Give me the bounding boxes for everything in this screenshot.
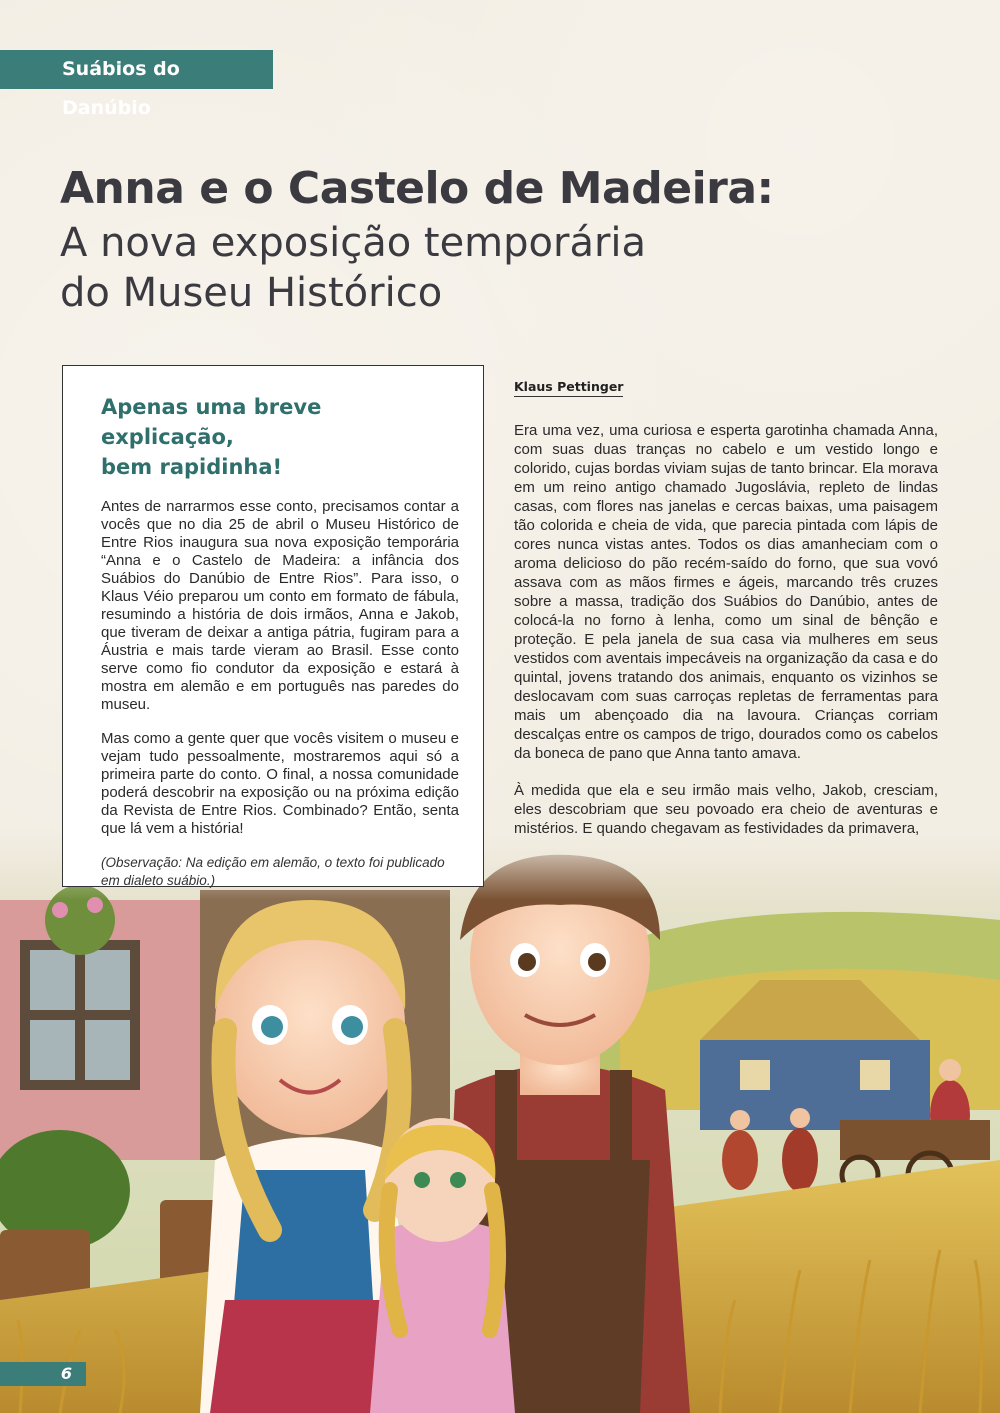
explanation-paragraph: Mas como a gente quer que vocês visitem o museu e vejam tudo pessoalmente, mostraremos aqui só a primeira parte do conto. O final, a nossa comunidade poderá descobrir na exposição ou na próxima edição da Revista de Entre Rios. Combinado? Então, senta que lá vem a história!: [101, 730, 459, 837]
explanation-box: [62, 365, 484, 887]
section-tag: Suábios do Danúbio: [0, 50, 273, 89]
explanation-heading: [101, 392, 459, 482]
page-subtitle-line2: do Museu Histórico: [60, 270, 443, 316]
illustration-scene: [0, 830, 1000, 1413]
article-column: [514, 378, 938, 856]
article-paragraph: Era uma vez, uma curiosa e esperta garotinha chamada Anna, com suas duas tranças no cabelo e um vestido longo e colorido, cujas bordas viviam sujas de tanto brincar. Ela morava em um reino antigo chamado Jugoslávia, repleto de lindas casas, com flores nas janelas e cercas baixas, uma paisagem tão colorida e cheia de vida, que parecia pintada com lápis de cores nunca vistas antes. Todos os dias amanheciam com o aroma delicioso do pão recém-saído do forno, que sua vovó assava com as mãos firmes e ágeis, marcando três cruzes sobre a massa, tradição dos Suábios do Danúbio, antes de colocá-la no forno à lenha, como um sinal de bênção e proteção. E pela janela de sua casa via mulheres em seus vestidos com aventais impecáveis na organização da casa e do quintal, jovens tratando dos animais, enquanto os vizinhos se deslocavam com suas carroças repletas de ferramentas para mais um abençoado dia na lavoura. Crianças corriam descalças entre os campos de trigo, dourados como os cabelos da boneca de pano que Anna tanto amava.: [514, 422, 938, 762]
page-subtitle-line1: A nova exposição temporária: [60, 220, 647, 266]
title-block: [60, 160, 940, 318]
page-title: Anna e o Castelo de Madeira:: [60, 163, 774, 214]
explanation-heading-line2: bem rapidinha!: [101, 455, 283, 479]
author-byline: Klaus Pettinger: [514, 379, 623, 397]
illustration-children-village: [0, 830, 1000, 1413]
explanation-note: (Observação: Na edição em alemão, o texto foi publicado em dialeto suábio.): [101, 855, 445, 888]
explanation-paragraph: Antes de narrarmos esse conto, precisamos contar a vocês que no dia 25 de abril o Museu Histórico de Entre Rios inaugura sua nova exposição temporária “Anna e o Castelo de Madeira: a infância dos Suábios do Danúbio de Entre Rios”. Para isso, o Klaus Véio preparou um conto em formato de fábula, resumindo a história de dois irmãos, Anna e Jakob, que tiveram de deixar a antiga pátria, fugiram para a Áustria e mais tarde vieram ao Brasil. Esse conto serve como fio condutor da exposição e estará à mostra em alemão e em português nas paredes do museu.: [101, 498, 459, 713]
article-paragraph: À medida que ela e seu irmão mais velho, Jakob, cresciam, eles descobriam que seu povoado era cheio de aventuras e mistérios. E quando chegavam as festividades da primavera,: [514, 782, 938, 837]
page-number: 6: [0, 1362, 86, 1386]
explanation-heading-line1: Apenas uma breve explicação,: [101, 395, 322, 449]
